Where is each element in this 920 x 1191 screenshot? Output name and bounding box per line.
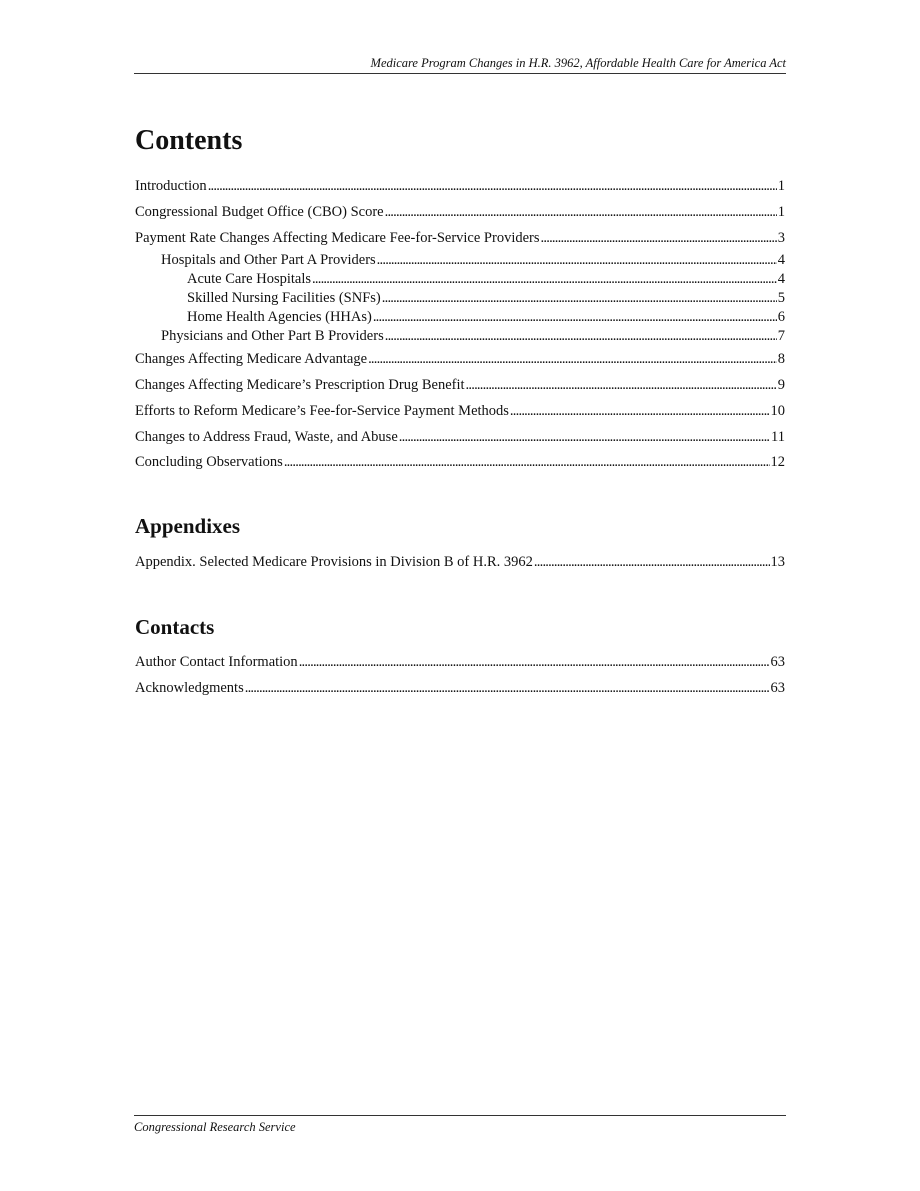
toc-entry-title: Author Contact Information bbox=[135, 654, 298, 670]
toc-entry-title: Changes Affecting Medicare’s Prescription Drug Benefit bbox=[135, 377, 465, 393]
toc-leader-dots bbox=[299, 653, 770, 671]
toc-entry-page: 5 bbox=[777, 290, 785, 306]
toc-entry-page: 11 bbox=[771, 429, 785, 445]
contacts-heading: Contacts bbox=[135, 615, 215, 639]
running-footer: Congressional Research Service bbox=[134, 1115, 786, 1135]
toc-entry-fraud-waste-abuse[interactable] bbox=[135, 428, 785, 446]
toc-entry-appendix[interactable] bbox=[135, 553, 785, 571]
toc-entry-page: 1 bbox=[777, 178, 785, 194]
toc-leader-dots bbox=[541, 229, 777, 247]
toc-entry-page: 9 bbox=[777, 377, 785, 393]
toc-entry-title: Hospitals and Other Part A Providers bbox=[161, 252, 376, 268]
toc-entry-title: Changes to Address Fraud, Waste, and Abuse bbox=[135, 429, 398, 445]
toc-entry-title: Skilled Nursing Facilities (SNFs) bbox=[187, 290, 381, 306]
toc-leader-dots bbox=[510, 402, 770, 420]
toc-entry-title: Acute Care Hospitals bbox=[187, 271, 312, 287]
toc-leader-dots bbox=[534, 553, 770, 571]
toc-entry-concluding-observations[interactable] bbox=[135, 453, 785, 471]
toc-entry-title: Appendix. Selected Medicare Provisions in Division B of H.R. 3962 bbox=[135, 554, 533, 570]
toc-leader-dots bbox=[385, 203, 777, 221]
toc-entry-title: Payment Rate Changes Affecting Medicare Fee-for-Service Providers bbox=[135, 230, 540, 246]
toc-entry-introduction[interactable] bbox=[135, 177, 785, 195]
toc-entry-page: 4 bbox=[777, 271, 785, 287]
toc-entry-title: Introduction bbox=[135, 178, 207, 194]
toc-entry-author-contact[interactable] bbox=[135, 653, 785, 671]
toc-leader-dots bbox=[245, 679, 770, 697]
toc-entry-page: 13 bbox=[770, 554, 785, 570]
toc-entry-title: Concluding Observations bbox=[135, 454, 283, 470]
toc-leader-dots bbox=[208, 177, 777, 195]
toc-entry-page: 12 bbox=[770, 454, 785, 470]
toc-entry-page: 3 bbox=[777, 230, 785, 246]
toc-leader-dots bbox=[373, 308, 777, 326]
toc-entry-acute-care-hospitals[interactable] bbox=[187, 270, 785, 288]
toc-entry-snfs[interactable] bbox=[187, 289, 785, 307]
toc-entry-title: Acknowledgments bbox=[135, 680, 244, 696]
toc-entry-title: Home Health Agencies (HHAs) bbox=[187, 309, 372, 325]
toc-entry-page: 4 bbox=[777, 252, 785, 268]
toc-entry-prescription-drug-benefit[interactable] bbox=[135, 376, 785, 394]
toc-entry-page: 7 bbox=[777, 328, 785, 344]
running-header: Medicare Program Changes in H.R. 3962, Affordable Health Care for America Act bbox=[134, 55, 786, 74]
toc-leader-dots bbox=[284, 453, 770, 471]
toc-entry-hhas[interactable] bbox=[187, 308, 785, 326]
toc-entry-title: Physicians and Other Part B Providers bbox=[161, 328, 384, 344]
toc-entry-cbo-score[interactable] bbox=[135, 203, 785, 221]
toc-entry-ffs-payment-reform[interactable] bbox=[135, 402, 785, 420]
toc-leader-dots bbox=[377, 251, 777, 269]
toc-entry-page: 1 bbox=[777, 204, 785, 220]
toc-leader-dots bbox=[466, 376, 777, 394]
toc-entry-page: 63 bbox=[770, 680, 785, 696]
toc-entry-medicare-advantage[interactable] bbox=[135, 350, 785, 368]
page-title: Contents bbox=[135, 125, 243, 156]
toc-entry-title: Efforts to Reform Medicare’s Fee-for-Service Payment Methods bbox=[135, 403, 509, 419]
appendixes-heading: Appendixes bbox=[135, 514, 241, 538]
toc-leader-dots bbox=[385, 327, 777, 345]
toc-entry-acknowledgments[interactable] bbox=[135, 679, 785, 697]
toc-entry-page: 6 bbox=[777, 309, 785, 325]
toc-leader-dots bbox=[399, 428, 770, 446]
toc-leader-dots bbox=[368, 350, 777, 368]
toc-leader-dots bbox=[382, 289, 777, 307]
toc-entry-page: 10 bbox=[770, 403, 785, 419]
toc-leader-dots bbox=[312, 270, 777, 288]
toc-entry-hospitals-part-a[interactable] bbox=[161, 251, 785, 269]
toc-entry-payment-rate-changes[interactable] bbox=[135, 229, 785, 247]
toc-entry-page: 63 bbox=[770, 654, 785, 670]
toc-entry-page: 8 bbox=[777, 351, 785, 367]
toc-entry-physicians-part-b[interactable] bbox=[161, 327, 785, 345]
toc-entry-title: Changes Affecting Medicare Advantage bbox=[135, 351, 368, 367]
toc-entry-title: Congressional Budget Office (CBO) Score bbox=[135, 204, 384, 220]
